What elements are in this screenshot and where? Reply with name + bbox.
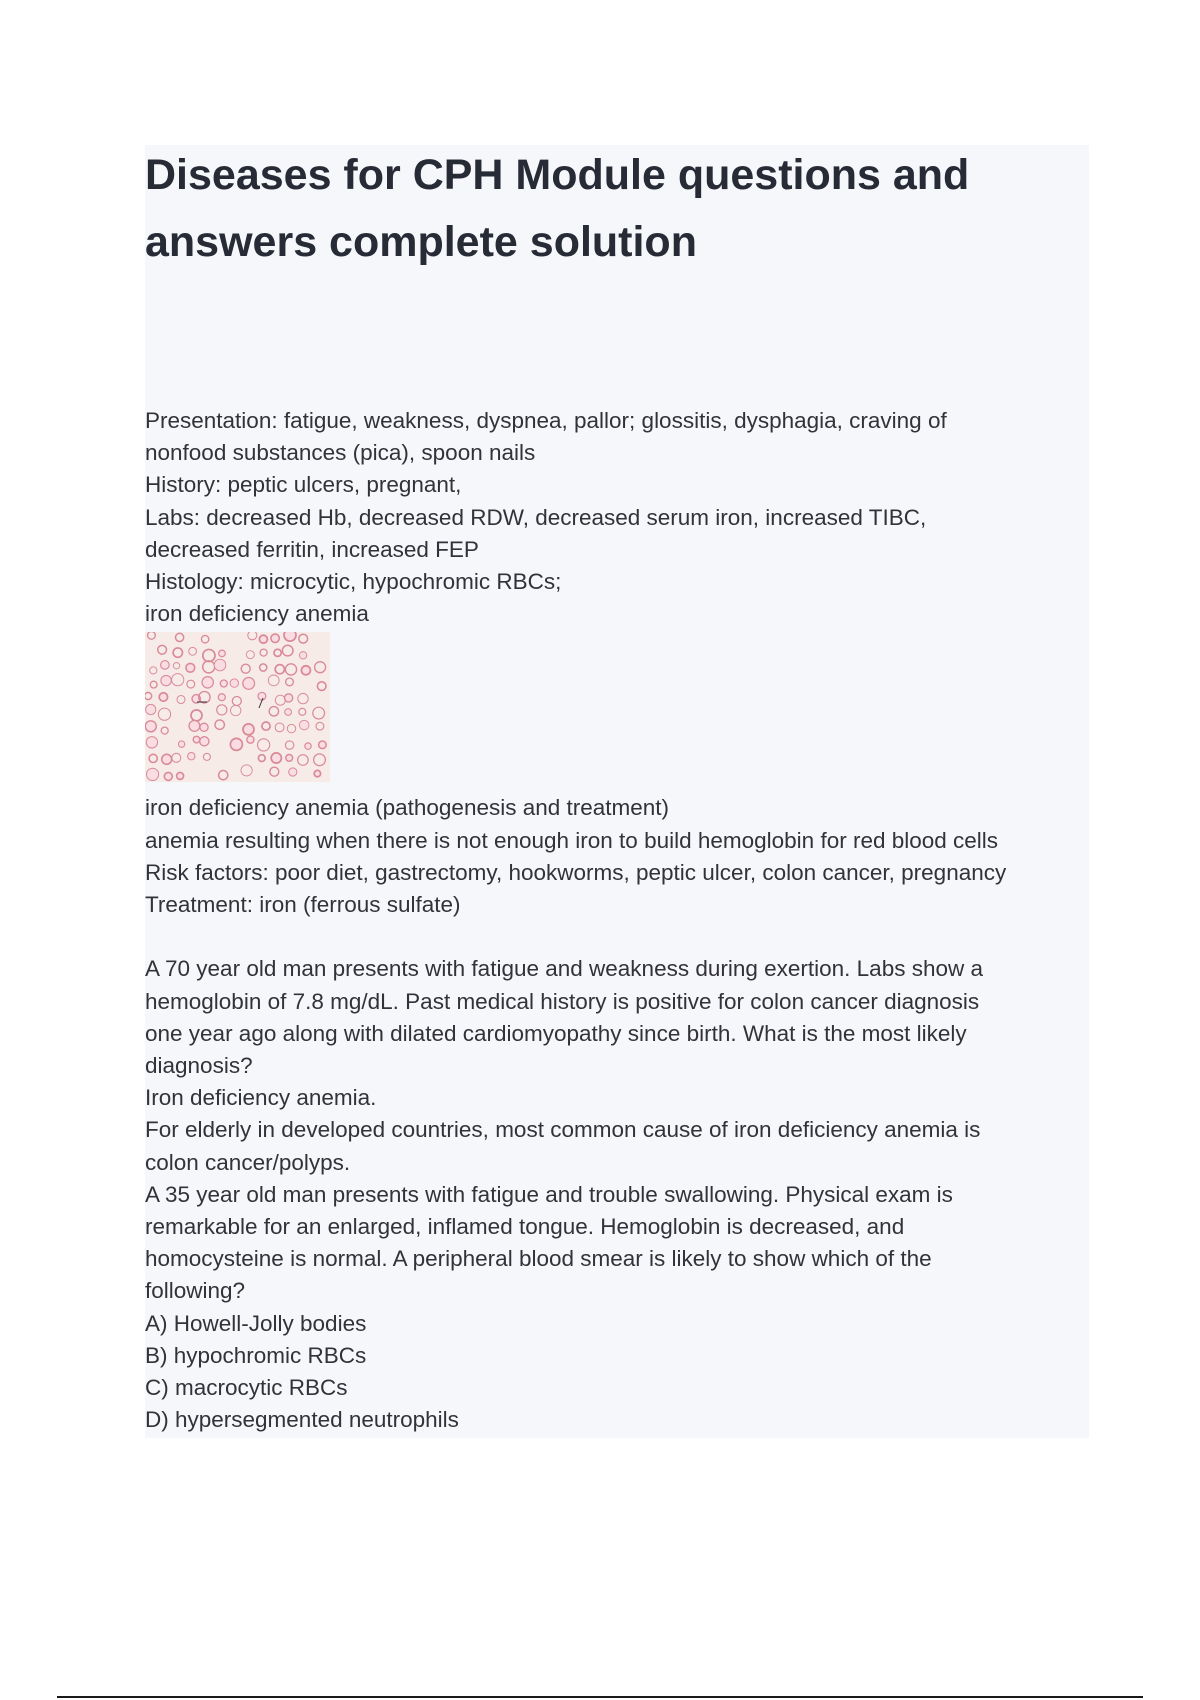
card-elderly-question (145, 953, 1085, 1178)
card3-answer: Iron deficiency anemia. (145, 1085, 377, 1111)
card3-explanation-line-1: For elderly in developed countries, most common cause of iron deficiency anemia is (145, 1117, 981, 1143)
red-blood-cell (271, 753, 281, 763)
red-blood-cell (178, 741, 184, 747)
card2-term: iron deficiency anemia (pathogenesis and treatment) (145, 795, 670, 821)
card3-explanation-line-2: colon cancer/polyps. (145, 1149, 351, 1175)
red-blood-cell (145, 721, 156, 732)
option-a: A) Howell-Jolly bodies (145, 1310, 367, 1336)
red-blood-cell (243, 724, 254, 735)
red-blood-cell (259, 636, 267, 644)
red-blood-cell (186, 664, 195, 673)
red-blood-cell (243, 678, 255, 690)
red-blood-cell (219, 651, 226, 658)
red-blood-cell (214, 660, 226, 672)
option-c: C) macrocytic RBCs (145, 1375, 348, 1401)
card4-question-line-4: following? (145, 1278, 246, 1304)
presentation-line-2: nonfood substances (pica), spoon nails (145, 440, 536, 466)
document-title: Diseases for CPH Module questions and answers complete solution (145, 151, 970, 266)
red-blood-cell (161, 661, 170, 670)
red-blood-cell (161, 676, 171, 686)
red-blood-cell (285, 709, 292, 716)
red-blood-cell (146, 705, 156, 715)
red-blood-cell (230, 679, 238, 687)
card3-question-line-1: A 70 year old man presents with fatigue and weakness during exertion. Labs show a (145, 956, 984, 982)
card4-question-line-1: A 35 year old man presents with fatigue and trouble swallowing. Physical exam is (145, 1181, 953, 1207)
red-blood-cell (230, 739, 242, 751)
red-blood-cell (247, 736, 254, 743)
red-blood-cell (162, 755, 172, 765)
red-blood-cell (202, 677, 213, 688)
red-blood-cell (289, 768, 297, 776)
red-blood-cell (193, 737, 200, 744)
card3-question-line-3: one year ago along with dilated cardiomyopathy since birth. What is the most likely (145, 1020, 967, 1046)
red-blood-cell (305, 743, 311, 749)
red-blood-cell (146, 737, 157, 748)
red-blood-cell (159, 693, 167, 701)
red-blood-cell (188, 753, 195, 760)
card2-definition: anemia resulting when there is not enough iron to build hemoglobin for red blood cells (145, 827, 999, 853)
red-blood-cell (314, 771, 320, 777)
card2-treatment: Treatment: iron (ferrous sulfate) (145, 892, 461, 918)
red-blood-cell (271, 635, 279, 643)
card1-answer: iron deficiency anemia (145, 601, 369, 627)
card-iron-deficiency-treatment (145, 792, 1085, 921)
red-blood-cell (258, 693, 266, 701)
blood-smear-image (145, 632, 330, 782)
footer-rule (57, 1696, 1143, 1698)
labs-line-1: Labs: decreased Hb, decreased RDW, decreased serum iron, increased TIBC, (145, 504, 927, 530)
card4-question-line-2: remarkable for an enlarged, inflamed tongue. Hemoglobin is decreased, and (145, 1214, 905, 1240)
card3-question-line-2: hemoglobin of 7.8 mg/dL. Past medical history is positive for colon cancer diagnosis (145, 988, 980, 1014)
card3-question-line-4: diagnosis? (145, 1053, 253, 1079)
card4-question-line-3: homocysteine is normal. A peripheral blood smear is likely to show which of the (145, 1246, 932, 1272)
red-blood-cell (177, 773, 184, 780)
red-blood-cell (301, 666, 310, 675)
red-blood-cell (319, 741, 327, 749)
red-blood-cell (285, 694, 293, 702)
red-blood-cell (147, 769, 159, 781)
card-iron-deficiency-presentation (145, 405, 1085, 782)
card-tongue-question (145, 1179, 1085, 1437)
card2-risk-factors: Risk factors: poor diet, gastrectomy, hookworms, peptic ulcer, colon cancer, pregnancy (145, 859, 1007, 885)
spacer (145, 921, 1085, 953)
red-blood-cell (200, 724, 208, 732)
red-blood-cell (299, 721, 309, 731)
option-d: D) hypersegmented neutrophils (145, 1407, 459, 1433)
labs-line-2: decreased ferritin, increased FEP (145, 536, 479, 562)
red-blood-cell (284, 632, 296, 641)
option-b: B) hypochromic RBCs (145, 1342, 367, 1368)
history-line: History: peptic ulcers, pregnant, (145, 472, 462, 498)
red-blood-cell (220, 680, 227, 687)
red-blood-cell (200, 737, 209, 746)
red-blood-cell (286, 755, 293, 762)
presentation-line-1: Presentation: fatigue, weakness, dyspnea, pallor; glossitis, dysphagia, craving of (145, 408, 947, 433)
red-blood-cell (164, 773, 172, 781)
red-blood-cell (299, 652, 306, 659)
red-blood-cell (218, 694, 225, 701)
document-body (145, 405, 1085, 1436)
red-blood-cell (189, 721, 200, 732)
histology-line: Histology: microcytic, hypochromic RBCs; (145, 569, 562, 595)
